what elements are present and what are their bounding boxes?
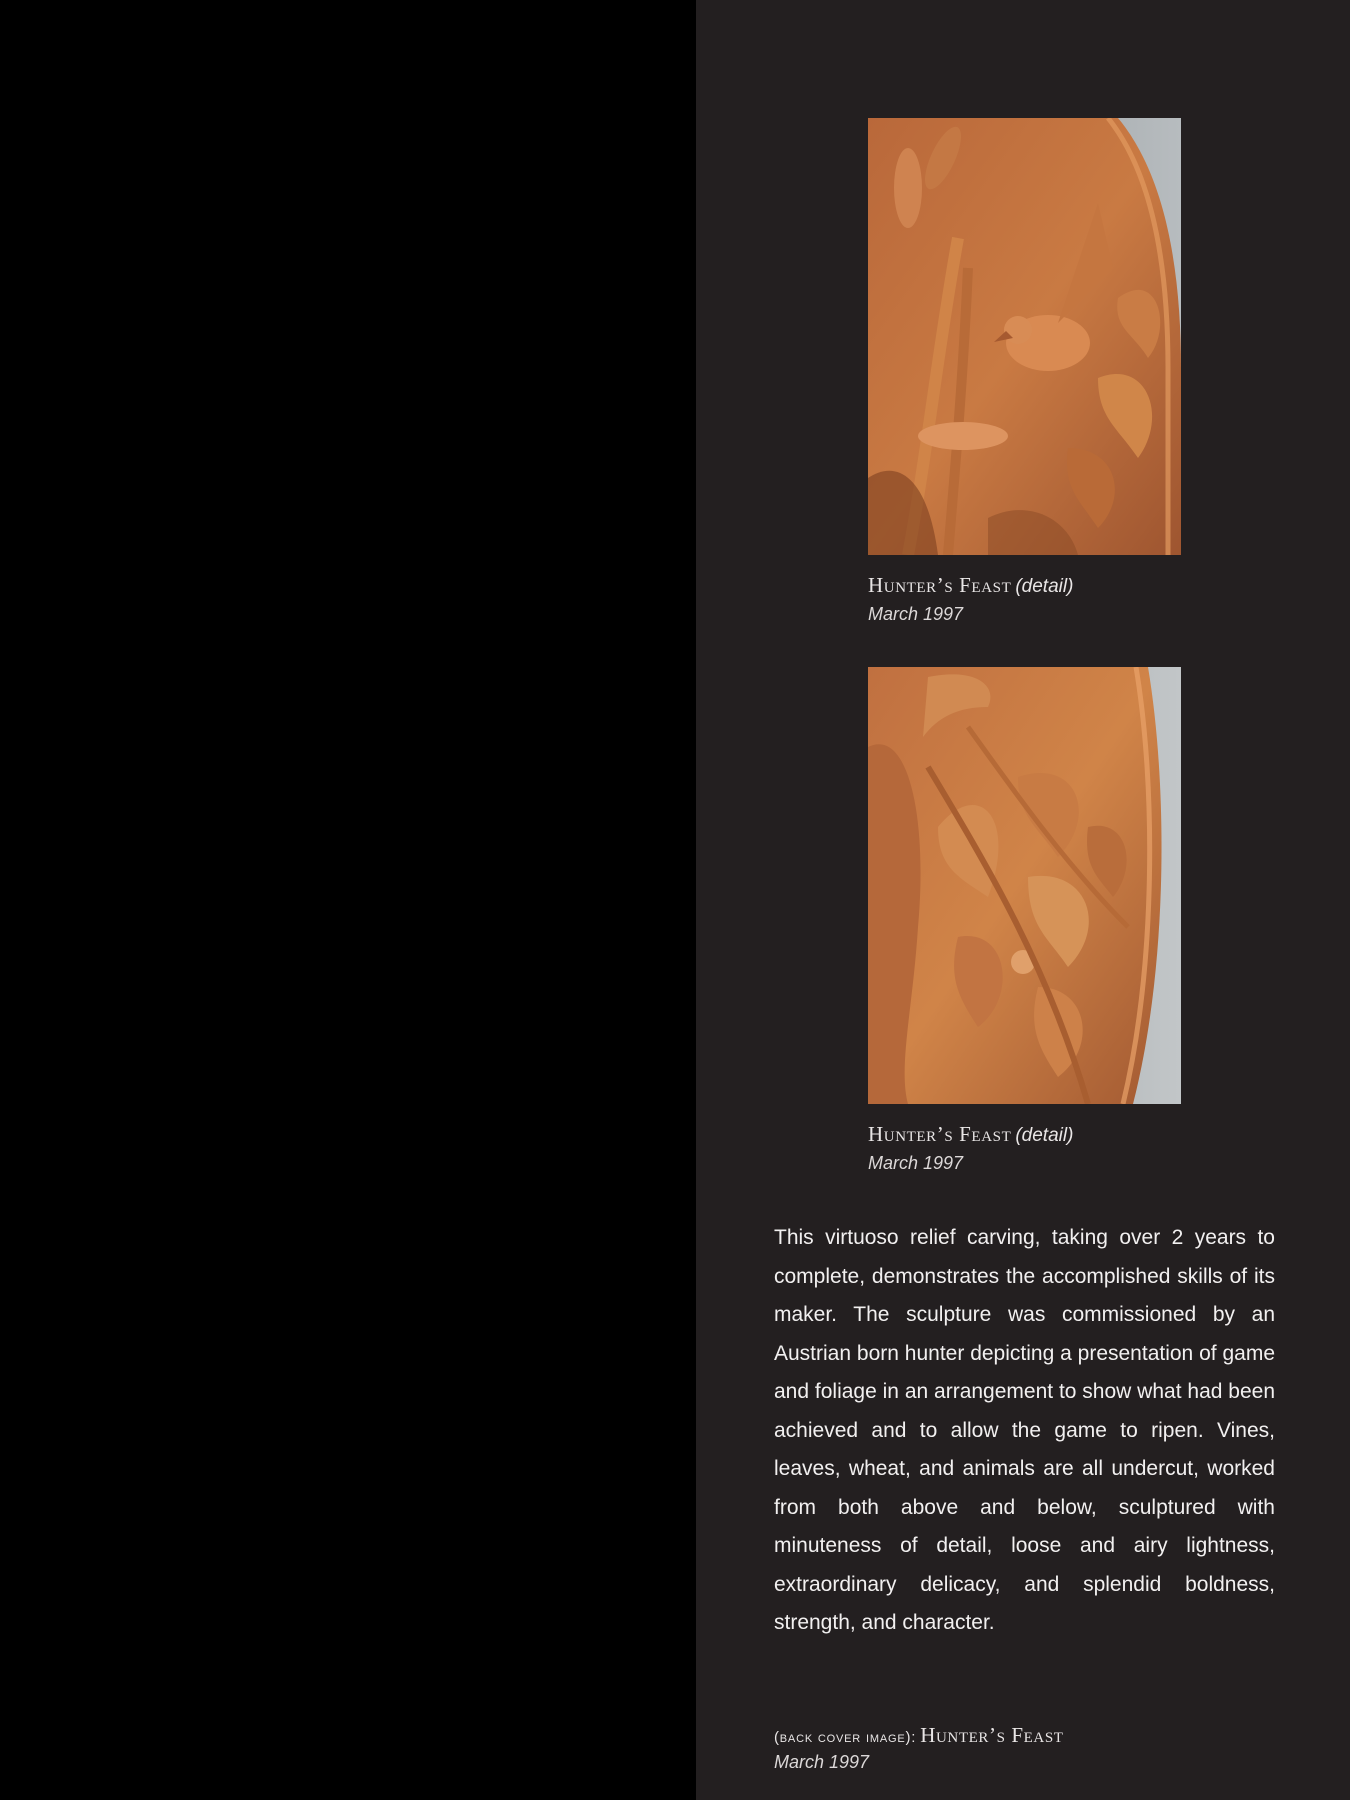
caption-date: March 1997 xyxy=(868,604,964,624)
caption-detail: (detail) xyxy=(1015,1125,1074,1146)
caption-bird-wheat xyxy=(868,572,1073,628)
caption-title: Hunter’s Feast xyxy=(868,1122,1012,1146)
back-cover-credit xyxy=(774,1723,1064,1775)
caption-date: March 1997 xyxy=(868,1153,964,1173)
back-cover-title: Hunter’s Feast xyxy=(920,1723,1064,1747)
back-cover-date: March 1997 xyxy=(774,1752,870,1772)
caption-detail: (detail) xyxy=(1015,576,1074,597)
carving-photo-bird-wheat xyxy=(868,118,1181,555)
back-cover-label: (back cover image): xyxy=(774,1729,917,1746)
caption-title: Hunter’s Feast xyxy=(868,573,1012,597)
carving-photo-oak-leaves xyxy=(868,667,1181,1104)
caption-oak-leaves xyxy=(868,1121,1073,1177)
description-paragraph: This virtuoso relief carving, taking over 2 years to complete, demonstrates the accomplished skills of its maker. The sculpture was commissioned by an Austrian born hunter depicting a presentation of game and foliage in an arrangement to show what had been achieved and to allow the game to ripen. Vines, leaves, wheat, and animals are all undercut, worked from both above and below, sculptured with minuteness of detail, loose and airy lightness, extraordinary delicacy, and splendid boldness, strength, and character. xyxy=(774,1226,1275,1634)
